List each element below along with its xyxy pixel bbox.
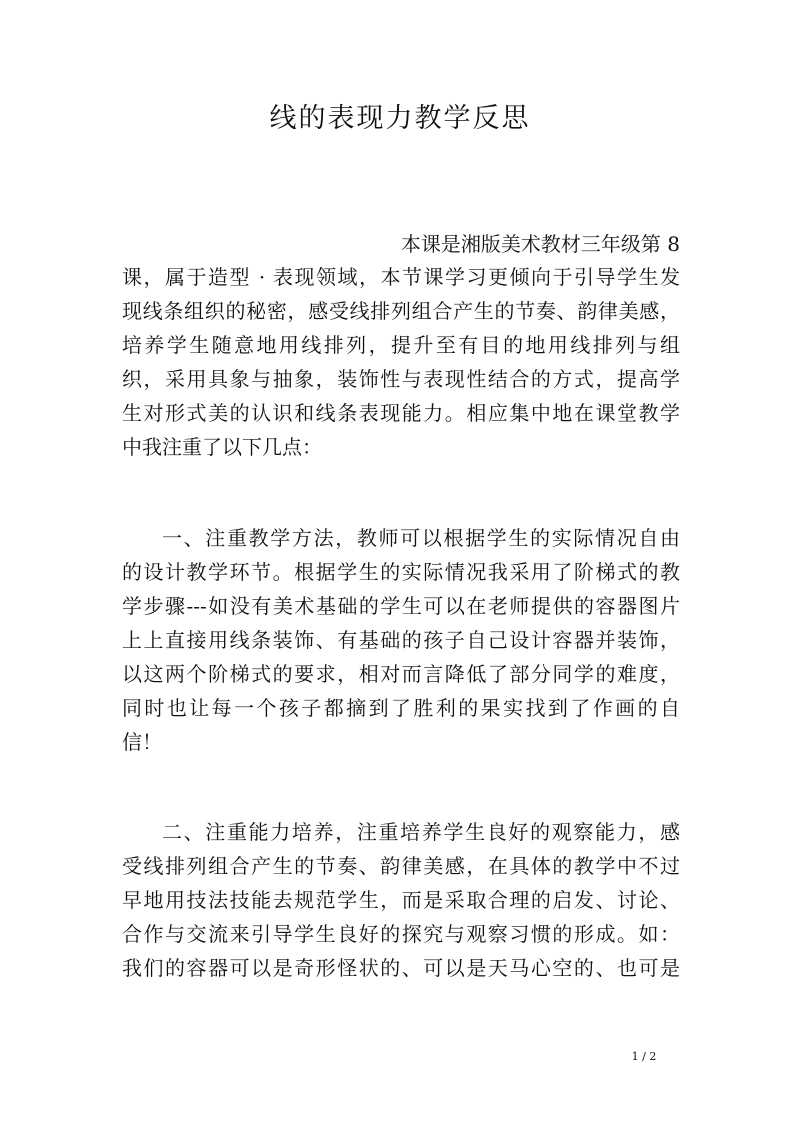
text-line: 中我注重了以下几点： [122,435,322,459]
text-line: 课，属于造型 · 表现领域，本节课学习更倾向于引导学生发 [122,265,680,289]
text-line: 生对形式美的认识和线条表现能力。相应集中地在课堂教学 [122,401,680,425]
text-line: 学步骤---如没有美术基础的学生可以在老师提供的容器图片 [122,594,680,618]
text-line: 现线条组织的秘密，感受线排列组合产生的节奏、韵律美感， [122,299,680,323]
document-title: 线的表现力教学反思 [269,103,531,134]
text-line: 本课是湘版美术教材三年级第 8 [400,232,680,256]
text-line: 受线排列组合产生的节奏、韵律美感，在具体的教学中不过 [122,854,680,878]
text-line: 合作与交流来引导学生良好的探究与观察习惯的形成。如： [122,922,680,946]
text-line: 以这两个阶梯式的要求，相对而言降低了部分同学的难度， [122,662,680,686]
text-line: 二、注重能力培养，注重培养学生良好的观察能力，感 [162,820,680,844]
text-line: 信！ [122,730,162,754]
text-line: 一、注重教学方法，教师可以根据学生的实际情况自由 [162,526,680,550]
text-line: 早地用技法技能去规范学生，而是采取合理的启发、讨论、 [122,888,680,912]
text-line: 培养学生随意地用线排列，提升至有目的地用线排列与组 [122,333,680,357]
text-line: 织，采用具象与抽象，装饰性与表现性结合的方式，提高学 [122,367,680,391]
text-line: 同时也让每一个孩子都摘到了胜利的果实找到了作画的自 [122,696,680,720]
text-line: 上上直接用线条装饰、有基础的孩子自己设计容器并装饰， [122,628,680,652]
page-number: 1 / 2 [631,1050,657,1063]
text-line: 的设计教学环节。根据学生的实际情况我采用了阶梯式的教 [122,560,680,584]
text-line: 我们的容器可以是奇形怪状的、可以是天马心空的、也可是 [122,956,680,980]
